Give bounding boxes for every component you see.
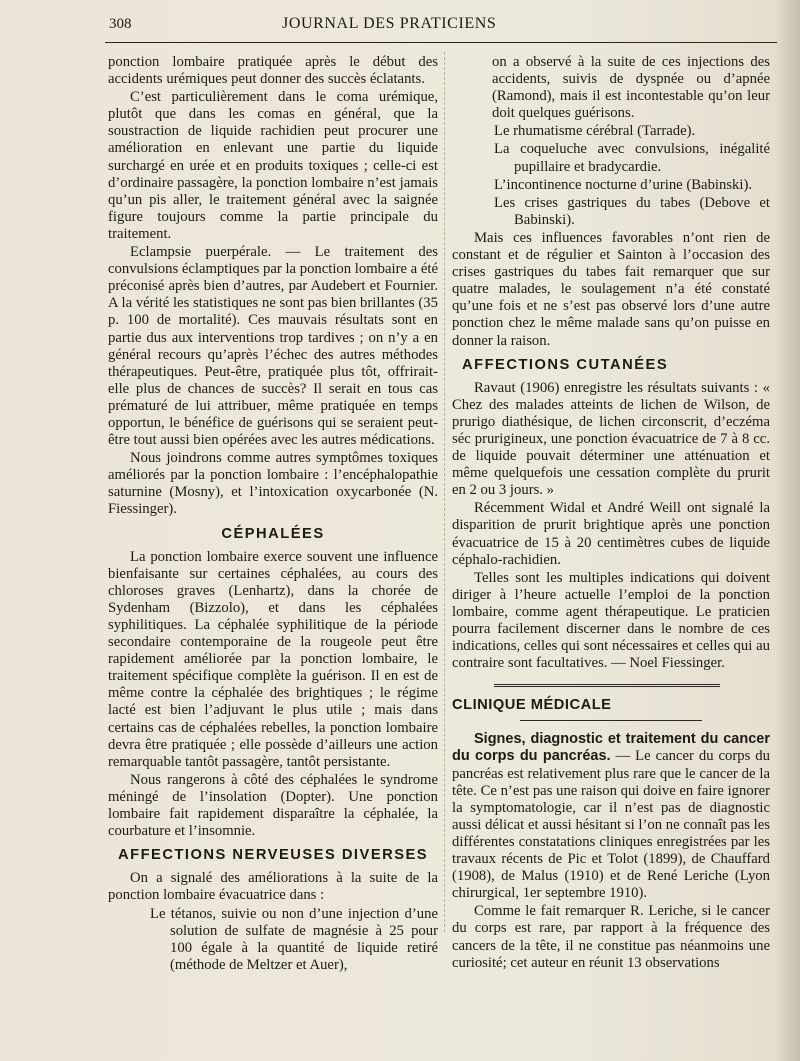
- section-rule: [494, 684, 720, 689]
- article-text: — Le cancer du corps du pancréas est relativement plus rare que le cancer de la tête. Ce n’est pas une raison qui doive en faire ignorer la symptomatologie, car il n’est pas de diagnostic aussi délicat et aussi hésitant si l’on ne connaît pas les différentes constatations cliniques enregistrées par les travaux récents de Pic et Tolot (1899), de Chauffard (1908), de Malus (1910) et de René Leriche (Lyon chirurgical, 1er septembre 1910).: [452, 748, 770, 902]
- paragraph: C’est particulièrement dans le coma urémique, plutôt que dans les comas en général, que la soustraction de liquide rachidien peut procurer une amélioration en enlevant une partie du liquide surchargé en urée et en produits toxiques ; celle-ci est d’ordinaire passagère, la ponction lombaire n’est jamais qu’un pis aller, le traitement général avec la saignée figure toujours comme la partie principale du traitement.: [108, 89, 438, 242]
- right-column: [452, 54, 770, 972]
- paragraph: Comme le fait remarquer R. Leriche, si le cancer du corps est rare, par rapport à la fréquence des cancers de la tête, il ne constitue pas néanmoins une curiosité; cet auteur en réunit 13 observations: [452, 903, 770, 971]
- paragraph: Eclampsie puerpérale. — Le traitement des convulsions éclamptiques par la ponction lombaire a été préconisé après bien d’autres, par Audebert et Fournier. A la vérité les statistiques ne sont pas bien brillantes (35 p. 100 de mortalité). Ces mauvais résultats sont en partie dus aux interventions trop tardives ; on n’y a en général recours qu’après l’échec des autres méthodes thérapeutiques. Peut-être, pratiquée plus tôt, offrirait-elle plus de chances de succès? Il serait en tous cas prématuré de lui attribuer, même pratiquée en temps opportun, le bénéfice de guérisons qui se seraient peut-être tout aussi bien opérées avec les autres médications.: [108, 244, 438, 449]
- article-paragraph: [452, 731, 770, 902]
- list-item: on a observé à la suite de ces injections des accidents, suivis de dyspnée ou d’apnée (Ramond), mais il est incontestable qu’on leur doit quelques guérisons.: [492, 54, 770, 122]
- section-title: CLINIQUE MÉDICALE: [452, 697, 612, 714]
- paragraph: Nous rangerons à côté des céphalées le syndrome méningé de l’insolation (Dopter). Une ponction lombaire fait rapidement disparaître la céphalée, la courbature et l’insomnie.: [108, 771, 438, 840]
- paragraph: Récemment Widal et André Weill ont signalé la disparition de prurit brightique après une ponction évacuatrice de 15 à 20 centimètres cubes de liquide céphalo-rachidien.: [452, 500, 770, 568]
- list-item: Le rhumatisme cérébral (Tarrade).: [494, 123, 696, 140]
- list-item: Le tétanos, suivie ou non d’une injection d’une solution de sulfate de magnésie à 25 pour 100 égale à la quantité de liquide retiré (méthode de Meltzer et Auer),: [150, 905, 438, 973]
- left-column: [108, 54, 438, 974]
- paragraph: Telles sont les multiples indications qui doivent diriger à l’heure actuelle l’emploi de la ponction lombaire, comme agent thérapeutique. Le praticien pourra facilement discerner dans le nombre de ces indications, celles qui sont nécessaires et celles qui au contraire sont facultatives. — Noel Fiessinger.: [452, 569, 770, 672]
- page-number: 308: [109, 16, 132, 32]
- paragraph: ponction lombaire pratiquée après le début des accidents urémiques peut donner des succès éclatants.: [108, 54, 438, 88]
- paragraph: On a signalé des améliorations à la suite de la ponction lombaire évacuatrice dans :: [108, 870, 438, 904]
- journal-title: JOURNAL DES PRATICIENS: [282, 15, 497, 32]
- list-item: Les crises gastriques du tabes (Debove et Babinski).: [494, 194, 770, 228]
- page-edge-shadow: [774, 0, 800, 1061]
- column-divider: [444, 52, 445, 932]
- section-heading: AFFECTIONS CUTANÉES: [462, 356, 669, 373]
- title-rule: [520, 720, 702, 721]
- list-item: L’incontinence nocturne d’urine (Babinski).: [494, 176, 753, 193]
- article-title: Signes, diagnostic et traitement du cancer du corps du pancréas.: [452, 731, 770, 765]
- section-heading: AFFECTIONS NERVEUSES DIVERSES: [118, 847, 429, 864]
- list-item: La coqueluche avec convulsions, inégalité pupillaire et bradycardie.: [494, 141, 770, 175]
- section-heading: CÉPHALÉES: [221, 525, 325, 542]
- paragraph: Nous joindrons comme autres symptômes toxiques améliorés par la ponction lombaire : l’encéphalopathie saturnine (Mosny), et l’intoxication oxycarbonée (N. Fiessinger).: [108, 450, 438, 518]
- paragraph: La ponction lombaire exerce souvent une influence bienfaisante sur certaines céphalées, au cours des chloroses graves (Lenhartz), dans la chorée de Sydenham (Bizzolo), et dans les céphalées syphilitiques. La céphalée syphilitique de la période secondaire contemporaine de la rougeole peut être rapidement améliorée par la ponction lombaire, le traitement spécifique complète la guérison. Il en est de même contre la céphalée des brightiques ; le régime lacté est bien l’adjuvant le plus utile ; mais dans certains cas de céphalées rebelles, la ponction lombaire devra être pratiquée ; elle possède d’ailleurs une action remarquable tantôt passagère, tantôt persistante.: [108, 548, 438, 770]
- paragraph: Mais ces influences favorables n’ont rien de constant et de régulier et Sainton à l’occasion des crises gastriques du tabes fait remarquer que sur quatre malades, le soulagement n’a été constaté qu’une fois et ne s’est pas observé lors d’une autre ponction chez le même malade sans qu’on puisse en donner la raison.: [452, 229, 770, 349]
- header-rule: [105, 42, 777, 43]
- paragraph: Ravaut (1906) enregistre les résultats suivants : « Chez des malades atteints de lichen de Wilson, de prurigo diathésique, de lichen circonscrit, d’eczéma séc prurigineux, une ponction évacuatrice de 7 à 8 cc. de liquide pouvait déterminer une atténuation et même quelquefois une cessation complète du prurit en 2 ou 3 jours. »: [452, 379, 770, 499]
